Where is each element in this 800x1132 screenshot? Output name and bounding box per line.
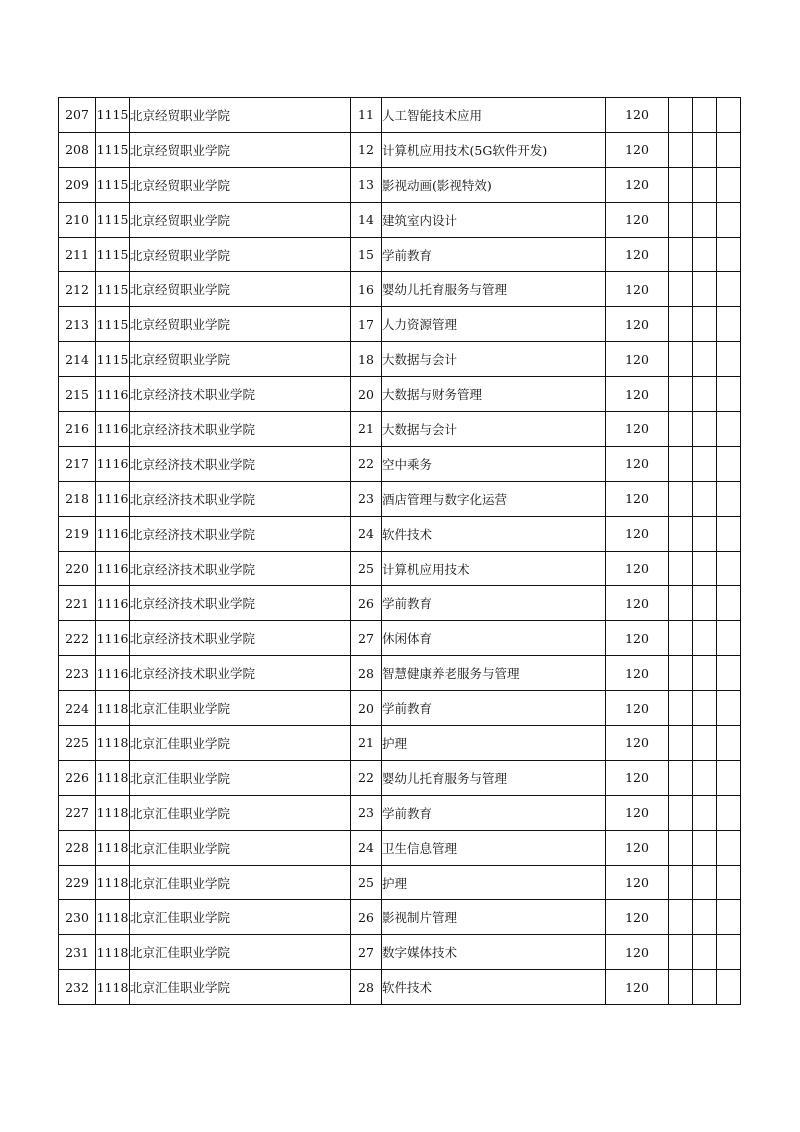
major-code-cell: 28	[351, 970, 382, 1005]
seq-cell: 214	[59, 342, 96, 377]
seq-cell: 216	[59, 412, 96, 447]
major-name-cell: 影视动画(影视特效)	[382, 167, 606, 202]
blank-cell	[693, 132, 717, 167]
seq-cell: 207	[59, 98, 96, 133]
plan-count-cell: 120	[606, 98, 669, 133]
school-name-cell: 北京汇佳职业学院	[130, 970, 351, 1005]
major-name-cell: 卫生信息管理	[382, 830, 606, 865]
table-row	[59, 621, 741, 656]
school-name-cell: 北京经济技术职业学院	[130, 656, 351, 691]
blank-cell	[693, 760, 717, 795]
table-row	[59, 98, 741, 133]
blank-cell	[717, 795, 741, 830]
blank-cell	[693, 342, 717, 377]
plan-count-cell: 120	[606, 935, 669, 970]
blank-cell	[717, 935, 741, 970]
school-name-cell: 北京经济技术职业学院	[130, 446, 351, 481]
plan-count-cell: 120	[606, 970, 669, 1005]
blank-cell	[669, 726, 693, 761]
school-code-cell: 1118	[96, 970, 130, 1005]
table-row	[59, 970, 741, 1005]
blank-cell	[669, 377, 693, 412]
blank-cell	[693, 970, 717, 1005]
plan-count-cell: 120	[606, 342, 669, 377]
seq-cell: 221	[59, 586, 96, 621]
table-row	[59, 760, 741, 795]
blank-cell	[717, 307, 741, 342]
major-code-cell: 22	[351, 446, 382, 481]
plan-count-cell: 120	[606, 377, 669, 412]
major-code-cell: 28	[351, 656, 382, 691]
major-name-cell: 学前教育	[382, 691, 606, 726]
blank-cell	[669, 586, 693, 621]
school-code-cell: 1115	[96, 202, 130, 237]
plan-count-cell: 120	[606, 726, 669, 761]
major-name-cell: 学前教育	[382, 795, 606, 830]
plan-count-cell: 120	[606, 865, 669, 900]
blank-cell	[717, 342, 741, 377]
major-code-cell: 11	[351, 98, 382, 133]
blank-cell	[669, 307, 693, 342]
table-row	[59, 377, 741, 412]
plan-count-cell: 120	[606, 586, 669, 621]
major-name-cell: 婴幼儿托育服务与管理	[382, 272, 606, 307]
school-name-cell: 北京经贸职业学院	[130, 132, 351, 167]
table-row	[59, 795, 741, 830]
school-code-cell: 1116	[96, 621, 130, 656]
major-code-cell: 21	[351, 726, 382, 761]
table-row	[59, 446, 741, 481]
school-code-cell: 1116	[96, 446, 130, 481]
school-name-cell: 北京经贸职业学院	[130, 272, 351, 307]
major-code-cell: 14	[351, 202, 382, 237]
blank-cell	[693, 481, 717, 516]
school-name-cell: 北京经贸职业学院	[130, 237, 351, 272]
blank-cell	[693, 795, 717, 830]
blank-cell	[717, 656, 741, 691]
blank-cell	[669, 202, 693, 237]
major-name-cell: 护理	[382, 726, 606, 761]
seq-cell: 219	[59, 516, 96, 551]
table-row	[59, 132, 741, 167]
major-name-cell: 学前教育	[382, 237, 606, 272]
seq-cell: 225	[59, 726, 96, 761]
school-name-cell: 北京汇佳职业学院	[130, 935, 351, 970]
blank-cell	[669, 760, 693, 795]
seq-cell: 232	[59, 970, 96, 1005]
school-name-cell: 北京汇佳职业学院	[130, 900, 351, 935]
school-code-cell: 1116	[96, 586, 130, 621]
school-code-cell: 1116	[96, 412, 130, 447]
seq-cell: 228	[59, 830, 96, 865]
blank-cell	[693, 237, 717, 272]
blank-cell	[693, 656, 717, 691]
school-name-cell: 北京经济技术职业学院	[130, 481, 351, 516]
seq-cell: 208	[59, 132, 96, 167]
school-name-cell: 北京经济技术职业学院	[130, 412, 351, 447]
seq-cell: 210	[59, 202, 96, 237]
major-name-cell: 智慧健康养老服务与管理	[382, 656, 606, 691]
major-code-cell: 24	[351, 516, 382, 551]
blank-cell	[717, 377, 741, 412]
seq-cell: 212	[59, 272, 96, 307]
school-code-cell: 1115	[96, 167, 130, 202]
major-code-cell: 26	[351, 900, 382, 935]
school-code-cell: 1116	[96, 481, 130, 516]
blank-cell	[693, 202, 717, 237]
seq-cell: 226	[59, 760, 96, 795]
blank-cell	[717, 900, 741, 935]
blank-cell	[717, 412, 741, 447]
plan-count-cell: 120	[606, 132, 669, 167]
seq-cell: 215	[59, 377, 96, 412]
table-row	[59, 272, 741, 307]
school-code-cell: 1115	[96, 307, 130, 342]
blank-cell	[693, 726, 717, 761]
blank-cell	[717, 621, 741, 656]
blank-cell	[669, 935, 693, 970]
plan-count-cell: 120	[606, 167, 669, 202]
major-name-cell: 护理	[382, 865, 606, 900]
school-name-cell: 北京经贸职业学院	[130, 202, 351, 237]
table-row	[59, 481, 741, 516]
school-code-cell: 1118	[96, 900, 130, 935]
school-code-cell: 1118	[96, 691, 130, 726]
school-code-cell: 1115	[96, 132, 130, 167]
major-code-cell: 26	[351, 586, 382, 621]
major-name-cell: 建筑室内设计	[382, 202, 606, 237]
major-code-cell: 23	[351, 481, 382, 516]
seq-cell: 220	[59, 551, 96, 586]
blank-cell	[669, 272, 693, 307]
school-name-cell: 北京经济技术职业学院	[130, 586, 351, 621]
table-row	[59, 167, 741, 202]
blank-cell	[717, 551, 741, 586]
major-code-cell: 20	[351, 377, 382, 412]
major-name-cell: 休闲体育	[382, 621, 606, 656]
seq-cell: 227	[59, 795, 96, 830]
blank-cell	[717, 865, 741, 900]
seq-cell: 211	[59, 237, 96, 272]
blank-cell	[693, 830, 717, 865]
table-row	[59, 342, 741, 377]
school-name-cell: 北京经贸职业学院	[130, 98, 351, 133]
major-code-cell: 22	[351, 760, 382, 795]
major-code-cell: 23	[351, 795, 382, 830]
major-code-cell: 25	[351, 865, 382, 900]
school-code-cell: 1115	[96, 272, 130, 307]
blank-cell	[669, 621, 693, 656]
major-code-cell: 17	[351, 307, 382, 342]
school-code-cell: 1118	[96, 760, 130, 795]
blank-cell	[669, 900, 693, 935]
blank-cell	[717, 830, 741, 865]
blank-cell	[693, 377, 717, 412]
major-name-cell: 数字媒体技术	[382, 935, 606, 970]
major-name-cell: 学前教育	[382, 586, 606, 621]
table-row	[59, 516, 741, 551]
major-code-cell: 12	[351, 132, 382, 167]
plan-count-cell: 120	[606, 237, 669, 272]
major-code-cell: 21	[351, 412, 382, 447]
school-code-cell: 1116	[96, 656, 130, 691]
seq-cell: 218	[59, 481, 96, 516]
major-name-cell: 大数据与会计	[382, 412, 606, 447]
blank-cell	[717, 202, 741, 237]
blank-cell	[669, 830, 693, 865]
school-name-cell: 北京经济技术职业学院	[130, 516, 351, 551]
major-name-cell: 婴幼儿托育服务与管理	[382, 760, 606, 795]
school-name-cell: 北京汇佳职业学院	[130, 830, 351, 865]
blank-cell	[693, 935, 717, 970]
blank-cell	[693, 551, 717, 586]
major-code-cell: 25	[351, 551, 382, 586]
blank-cell	[669, 656, 693, 691]
major-name-cell: 计算机应用技术	[382, 551, 606, 586]
school-code-cell: 1116	[96, 377, 130, 412]
plan-count-cell: 120	[606, 412, 669, 447]
major-code-cell: 27	[351, 621, 382, 656]
blank-cell	[669, 98, 693, 133]
blank-cell	[669, 342, 693, 377]
blank-cell	[693, 586, 717, 621]
blank-cell	[717, 760, 741, 795]
plan-count-cell: 120	[606, 481, 669, 516]
plan-count-cell: 120	[606, 272, 669, 307]
blank-cell	[693, 900, 717, 935]
plan-count-cell: 120	[606, 656, 669, 691]
school-name-cell: 北京汇佳职业学院	[130, 691, 351, 726]
table-body	[59, 98, 741, 1005]
school-name-cell: 北京经济技术职业学院	[130, 377, 351, 412]
seq-cell: 229	[59, 865, 96, 900]
blank-cell	[693, 446, 717, 481]
major-name-cell: 大数据与财务管理	[382, 377, 606, 412]
plan-count-cell: 120	[606, 446, 669, 481]
school-code-cell: 1115	[96, 342, 130, 377]
blank-cell	[717, 98, 741, 133]
school-name-cell: 北京经贸职业学院	[130, 307, 351, 342]
school-code-cell: 1118	[96, 830, 130, 865]
blank-cell	[717, 586, 741, 621]
major-code-cell: 27	[351, 935, 382, 970]
seq-cell: 222	[59, 621, 96, 656]
blank-cell	[669, 795, 693, 830]
table-row	[59, 865, 741, 900]
major-code-cell: 20	[351, 691, 382, 726]
school-code-cell: 1118	[96, 865, 130, 900]
major-code-cell: 24	[351, 830, 382, 865]
blank-cell	[717, 132, 741, 167]
blank-cell	[693, 691, 717, 726]
blank-cell	[693, 412, 717, 447]
school-name-cell: 北京汇佳职业学院	[130, 865, 351, 900]
blank-cell	[669, 481, 693, 516]
table-row	[59, 691, 741, 726]
blank-cell	[717, 446, 741, 481]
major-name-cell: 软件技术	[382, 516, 606, 551]
blank-cell	[693, 307, 717, 342]
major-code-cell: 15	[351, 237, 382, 272]
major-code-cell: 13	[351, 167, 382, 202]
school-name-cell: 北京经贸职业学院	[130, 167, 351, 202]
enrollment-table	[58, 97, 741, 1005]
table-row	[59, 830, 741, 865]
school-code-cell: 1116	[96, 551, 130, 586]
blank-cell	[693, 272, 717, 307]
blank-cell	[669, 970, 693, 1005]
seq-cell: 217	[59, 446, 96, 481]
plan-count-cell: 120	[606, 691, 669, 726]
school-code-cell: 1118	[96, 935, 130, 970]
major-name-cell: 人力资源管理	[382, 307, 606, 342]
school-code-cell: 1118	[96, 795, 130, 830]
major-name-cell: 人工智能技术应用	[382, 98, 606, 133]
major-code-cell: 16	[351, 272, 382, 307]
blank-cell	[717, 481, 741, 516]
major-name-cell: 大数据与会计	[382, 342, 606, 377]
plan-count-cell: 120	[606, 760, 669, 795]
seq-cell: 223	[59, 656, 96, 691]
school-name-cell: 北京经贸职业学院	[130, 342, 351, 377]
seq-cell: 224	[59, 691, 96, 726]
plan-count-cell: 120	[606, 551, 669, 586]
plan-count-cell: 120	[606, 307, 669, 342]
seq-cell: 230	[59, 900, 96, 935]
table-row	[59, 202, 741, 237]
seq-cell: 213	[59, 307, 96, 342]
blank-cell	[717, 237, 741, 272]
major-name-cell: 影视制片管理	[382, 900, 606, 935]
blank-cell	[717, 516, 741, 551]
school-name-cell: 北京经济技术职业学院	[130, 551, 351, 586]
table-row	[59, 586, 741, 621]
plan-count-cell: 120	[606, 621, 669, 656]
table-row	[59, 412, 741, 447]
table-row	[59, 726, 741, 761]
table-row	[59, 935, 741, 970]
table-row	[59, 656, 741, 691]
blank-cell	[669, 412, 693, 447]
blank-cell	[669, 446, 693, 481]
blank-cell	[669, 691, 693, 726]
school-name-cell: 北京汇佳职业学院	[130, 726, 351, 761]
blank-cell	[693, 98, 717, 133]
school-code-cell: 1115	[96, 98, 130, 133]
plan-count-cell: 120	[606, 830, 669, 865]
blank-cell	[669, 132, 693, 167]
blank-cell	[669, 551, 693, 586]
major-code-cell: 18	[351, 342, 382, 377]
table-row	[59, 307, 741, 342]
school-code-cell: 1118	[96, 726, 130, 761]
seq-cell: 209	[59, 167, 96, 202]
table-row	[59, 237, 741, 272]
blank-cell	[693, 167, 717, 202]
school-name-cell: 北京经济技术职业学院	[130, 621, 351, 656]
school-code-cell: 1115	[96, 237, 130, 272]
blank-cell	[669, 237, 693, 272]
plan-count-cell: 120	[606, 516, 669, 551]
blank-cell	[717, 726, 741, 761]
major-name-cell: 计算机应用技术(5G软件开发)	[382, 132, 606, 167]
major-name-cell: 软件技术	[382, 970, 606, 1005]
blank-cell	[717, 691, 741, 726]
blank-cell	[693, 516, 717, 551]
major-name-cell: 酒店管理与数字化运营	[382, 481, 606, 516]
school-code-cell: 1116	[96, 516, 130, 551]
blank-cell	[717, 970, 741, 1005]
plan-count-cell: 120	[606, 795, 669, 830]
blank-cell	[717, 272, 741, 307]
blank-cell	[717, 167, 741, 202]
table-row	[59, 551, 741, 586]
major-name-cell: 空中乘务	[382, 446, 606, 481]
blank-cell	[693, 865, 717, 900]
seq-cell: 231	[59, 935, 96, 970]
plan-count-cell: 120	[606, 900, 669, 935]
plan-count-cell: 120	[606, 202, 669, 237]
school-name-cell: 北京汇佳职业学院	[130, 795, 351, 830]
table-row	[59, 900, 741, 935]
blank-cell	[669, 865, 693, 900]
blank-cell	[669, 516, 693, 551]
school-name-cell: 北京汇佳职业学院	[130, 760, 351, 795]
blank-cell	[669, 167, 693, 202]
blank-cell	[693, 621, 717, 656]
